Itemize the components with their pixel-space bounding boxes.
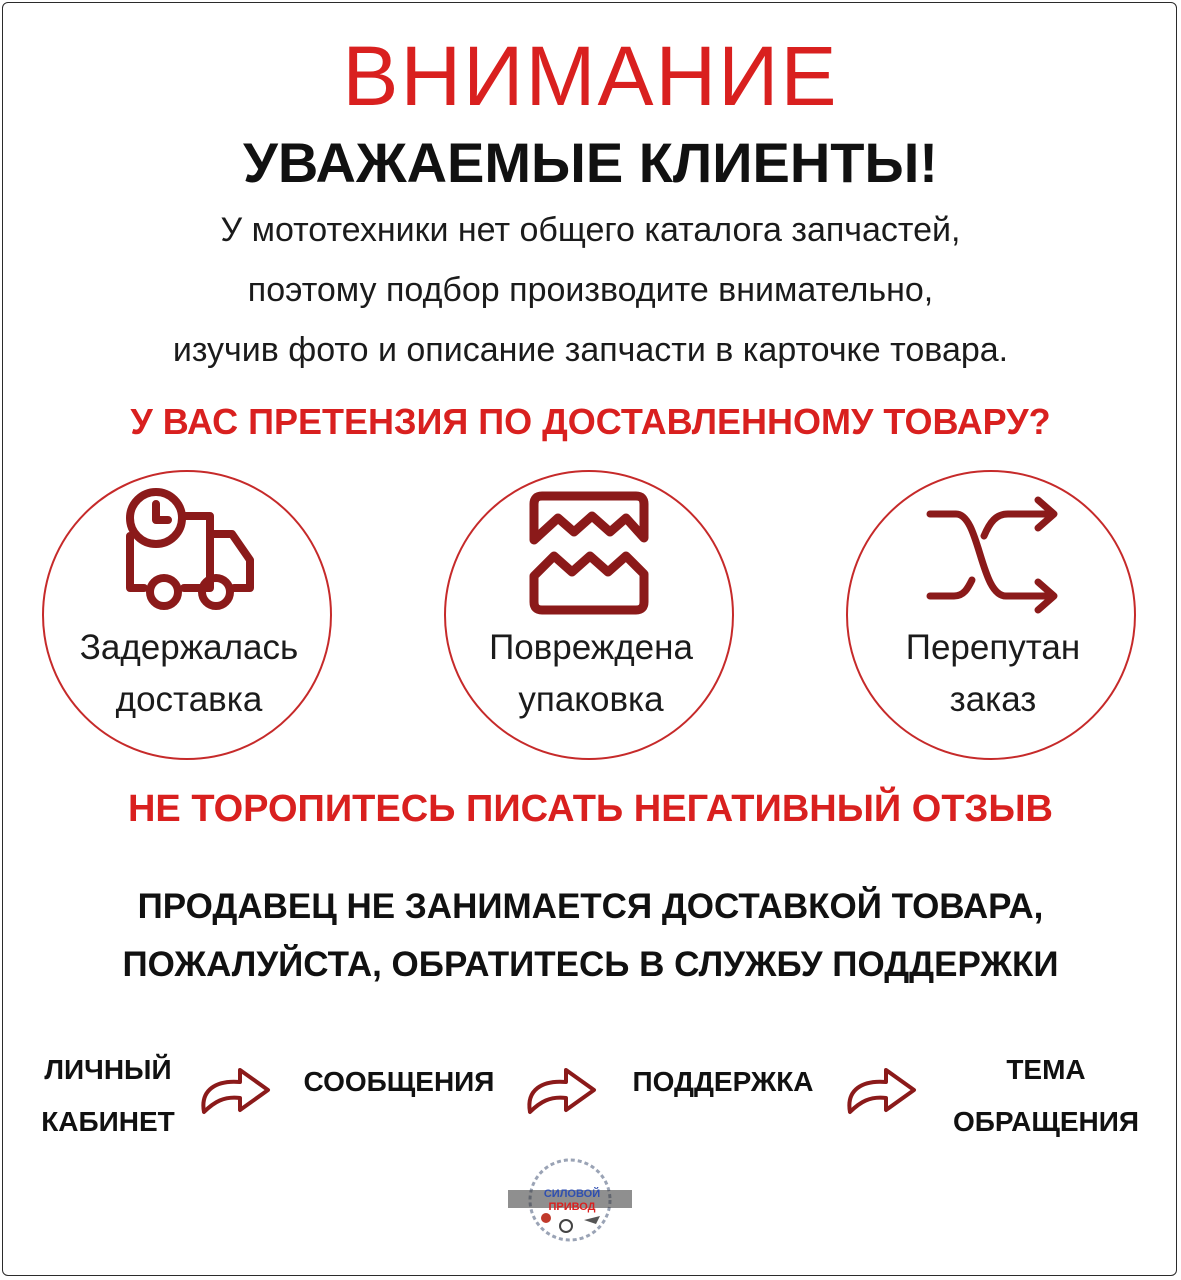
damaged-package-icon <box>446 472 736 632</box>
step-label-line: КАБИНЕТ <box>41 1106 175 1137</box>
step-label-line: ПОДДЕРЖКА <box>632 1066 814 1097</box>
page-subtitle: УВАЖАЕМЫЕ КЛИЕНТЫ! <box>243 131 938 194</box>
issue-caption-line: упаковка <box>518 680 664 719</box>
issue-caption-line: заказ <box>949 680 1037 719</box>
issue-damaged-package <box>444 470 734 760</box>
page-title: ВНИМАНИЕ <box>342 29 839 123</box>
shuffle-arrows-icon <box>848 472 1138 632</box>
intro-text <box>0 200 1181 380</box>
intro-line: У мототехники нет общего каталога запчастей, <box>220 211 961 249</box>
delivery-truck-clock-icon <box>44 472 334 632</box>
issue-caption-line: доставка <box>115 680 263 719</box>
logo-text-top: СИЛОВОЙ <box>543 1188 601 1200</box>
issue-caption-line: Перепутан <box>905 628 1081 667</box>
step-personal-account <box>28 1044 188 1148</box>
logo-text-bottom: ПРИВОД <box>548 1201 596 1213</box>
step-label-line: ОБРАЩЕНИЯ <box>952 1106 1140 1137</box>
support-notice <box>0 878 1181 994</box>
step-label-line: ЛИЧНЫЙ <box>44 1054 172 1085</box>
issue-mixed-order <box>846 470 1136 760</box>
issue-caption <box>436 622 746 726</box>
step-label-line: СООБЩЕНИЯ <box>303 1066 495 1097</box>
notice-line: ПОЖАЛУЙСТА, ОБРАТИТЕСЬ В СЛУЖБУ ПОДДЕРЖКИ <box>122 945 1059 984</box>
negative-review-warning: НЕ ТОРОПИТЕСЬ ПИСАТЬ НЕГАТИВНЫЙ ОТЗЫВ <box>127 788 1053 830</box>
issue-caption-line: Повреждена <box>489 628 693 667</box>
step-support <box>612 1056 834 1108</box>
intro-line: изучив фото и описание запчасти в карточке товара. <box>172 331 1009 369</box>
brand-logo-icon <box>500 1150 640 1250</box>
step-label-line: ТЕМА <box>1006 1054 1086 1085</box>
issue-caption-line: Задержалась <box>79 628 299 667</box>
curved-arrow-icon <box>842 1060 922 1120</box>
claim-question: У ВАС ПРЕТЕНЗИЯ ПО ДОСТАВЛЕННОМУ ТОВАРУ? <box>130 401 1051 442</box>
curved-arrow-icon <box>522 1060 602 1120</box>
issue-caption <box>838 622 1148 726</box>
intro-line: поэтому подбор производите внимательно, <box>247 271 934 309</box>
step-messages <box>284 1056 514 1108</box>
issue-delayed-delivery <box>42 470 332 760</box>
notice-line: ПРОДАВЕЦ НЕ ЗАНИМАЕТСЯ ДОСТАВКОЙ ТОВАРА, <box>137 887 1044 926</box>
curved-arrow-icon <box>196 1060 276 1120</box>
step-request-topic <box>936 1044 1156 1148</box>
issue-caption <box>34 622 344 726</box>
